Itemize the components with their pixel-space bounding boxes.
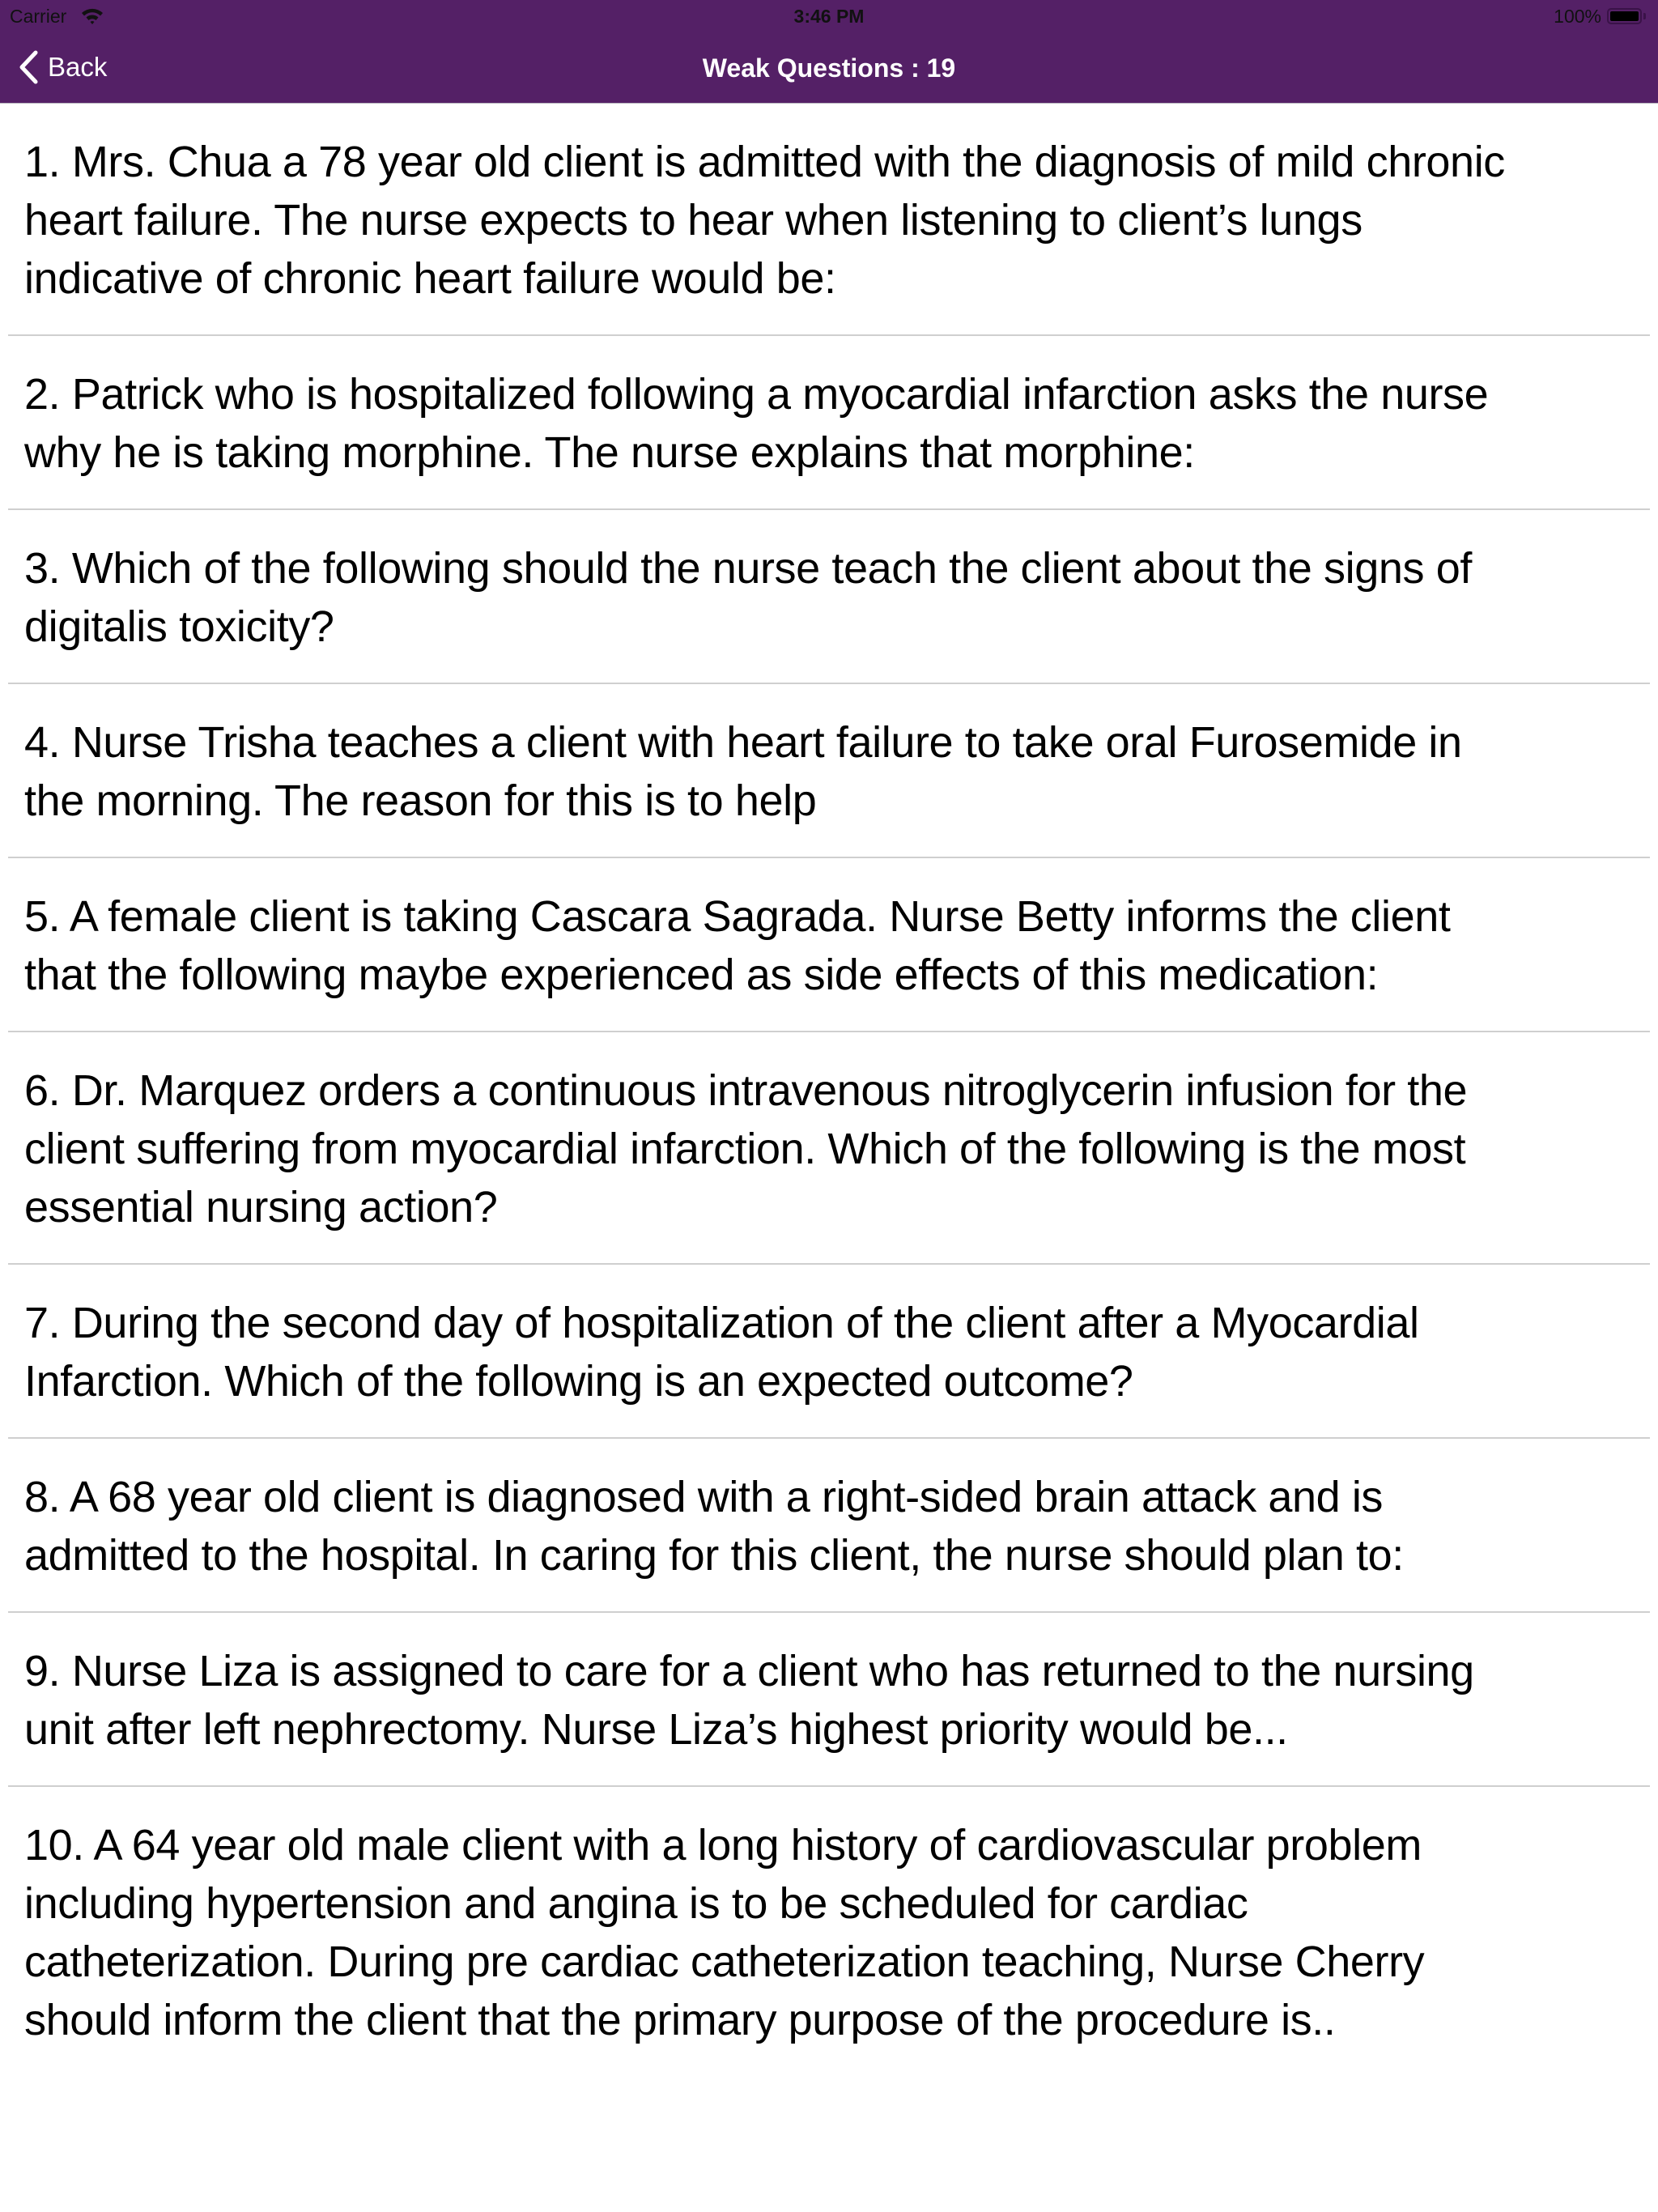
question-text-line: digitalis toxicity? xyxy=(24,602,334,651)
battery-percent: 100% xyxy=(1554,6,1601,27)
question-text-line: 3. Which of the following should the nurse teach the client about the signs of xyxy=(24,544,1472,593)
question-text-line: 6. Dr. Marquez orders a continuous intravenous nitroglycerin infusion for the xyxy=(24,1066,1468,1115)
status-time: 3:46 PM xyxy=(793,6,865,27)
question-text-line: 5. A female client is taking Cascara Sagrada. Nurse Betty informs the client xyxy=(24,892,1451,941)
question-text-line: why he is taking morphine. The nurse explains that morphine: xyxy=(24,428,1195,477)
header xyxy=(0,0,1658,104)
question-text-line: admitted to the hospital. In caring for this client, the nurse should plan to: xyxy=(24,1531,1404,1580)
question-row[interactable] xyxy=(0,1787,1658,2078)
question-row[interactable] xyxy=(0,1265,1658,1439)
question-text-line: 1. Mrs. Chua a 78 year old client is admitted with the diagnosis of mild chronic xyxy=(24,138,1505,186)
question-text-line: 8. A 68 year old client is diagnosed with a right-sided brain attack and is xyxy=(24,1473,1384,1521)
question-row[interactable] xyxy=(0,858,1658,1032)
back-label: Back xyxy=(48,52,108,82)
question-text-line: 4. Nurse Trisha teaches a client with heart failure to take oral Furosemide in xyxy=(24,718,1462,767)
question-row[interactable] xyxy=(0,684,1658,858)
question-text-line: unit after left nephrectomy. Nurse Liza’s highest priority would be... xyxy=(24,1705,1288,1754)
question-text-line: client suffering from myocardial infarction. Which of the following is the most xyxy=(24,1125,1466,1173)
battery-fill xyxy=(1610,11,1639,21)
question-list xyxy=(0,104,1658,2078)
page-title: Weak Questions : 19 xyxy=(702,53,956,83)
carrier-label: Carrier xyxy=(10,6,67,27)
question-text-line: catheterization. During pre cardiac catheterization teaching, Nurse Cherry xyxy=(24,1938,1425,1986)
question-text-line: 10. A 64 year old male client with a long history of cardiovascular problem xyxy=(24,1821,1422,1870)
navigation-bar xyxy=(0,32,1658,103)
question-text-line: including hypertension and angina is to be scheduled for cardiac xyxy=(24,1879,1248,1928)
question-text-line: heart failure. The nurse expects to hear when listening to client’s lungs xyxy=(24,196,1363,245)
question-row[interactable] xyxy=(0,1032,1658,1265)
question-text-line: 9. Nurse Liza is assigned to care for a client who has returned to the nursing xyxy=(24,1647,1474,1695)
status-bar xyxy=(0,0,1658,32)
battery-nub xyxy=(1643,13,1646,19)
question-row[interactable] xyxy=(0,510,1658,684)
battery-icon xyxy=(1607,8,1642,24)
question-text-line: indicative of chronic heart failure would be: xyxy=(24,254,836,303)
question-text-line: Infarction. Which of the following is an expected outcome? xyxy=(24,1357,1133,1406)
question-row[interactable] xyxy=(0,104,1658,336)
question-row[interactable] xyxy=(0,336,1658,510)
question-text-line: that the following maybe experienced as side effects of this medication: xyxy=(24,951,1379,999)
question-text-line: 2. Patrick who is hospitalized following a myocardial infarction asks the nurse xyxy=(24,370,1489,419)
question-text-line: the morning. The reason for this is to help xyxy=(24,776,817,825)
question-text-line: 7. During the second day of hospitalization of the client after a Myocardial xyxy=(24,1299,1419,1347)
question-row[interactable] xyxy=(0,1439,1658,1613)
question-text-line: essential nursing action? xyxy=(24,1183,498,1231)
question-row[interactable] xyxy=(0,1613,1658,1787)
question-text-line: should inform the client that the primary purpose of the procedure is.. xyxy=(24,1996,1336,2044)
